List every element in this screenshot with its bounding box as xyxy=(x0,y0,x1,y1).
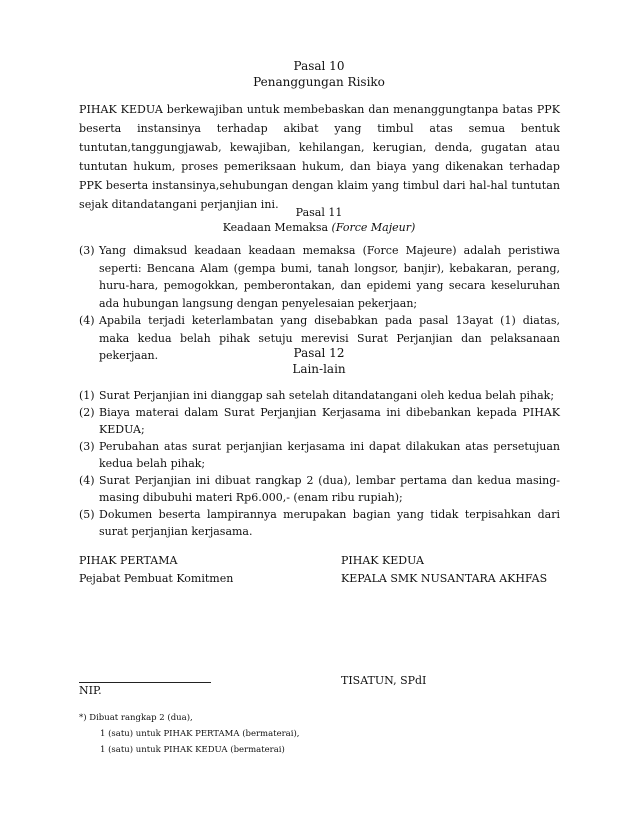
footnote-line-3: 1 (satu) untuk PIHAK KEDUA (bermaterai) xyxy=(100,745,285,755)
list-item-number: (2) xyxy=(79,406,95,419)
list-item-number: (4) xyxy=(79,474,95,487)
list-item-text: Apabila terjadi keterlambatan yang disebabkan pada pasal 13ayat (1) diatas, maka kedua belah pihak setuju merevisi Surat Perjanjian dan pelaksanaan pekerjaan. xyxy=(99,314,560,362)
list-item-text: Surat Perjanjian ini dibuat rangkap 2 (dua), lembar pertama dan kedua masing-masing dibubuhi materi Rp6.000,- (enam ribu rupiah); xyxy=(99,474,560,504)
list-item-text: Yang dimaksud keadaan keadaan memaksa (Force Majeure) adalah peristiwa seperti: Bencana Alam (gempa bumi, tanah longsor, banjir), kebakaran, perang, huru-hara, pemogokkan, pemberontakan, dan epidemi yang secara keseluruhan ada hubungan langsung dengan penyelesaian pekerjaan; xyxy=(99,244,560,310)
pasal-10-subtitle: Penanggungan Risiko xyxy=(253,75,385,89)
right-party-name: TISATUN, SPdI xyxy=(341,674,427,687)
left-party-label: PIHAK PERTAMA xyxy=(79,554,178,567)
list-item xyxy=(79,438,560,472)
pasal-12-list xyxy=(79,387,560,540)
list-item-number: (3) xyxy=(79,244,95,257)
list-item xyxy=(79,404,560,438)
list-item xyxy=(79,506,560,540)
list-item xyxy=(79,387,560,404)
left-party-role: Pejabat Pembuat Komitmen xyxy=(79,572,234,585)
pasal-12-title: Pasal 12 xyxy=(293,346,345,360)
list-item-text: Surat Perjanjian ini dianggap sah setelah ditandatangani oleh kedua belah pihak; xyxy=(99,389,555,402)
list-item-number: (3) xyxy=(79,440,95,453)
list-item-number: (1) xyxy=(79,389,95,402)
list-item-number: (5) xyxy=(79,508,95,521)
pasal-11-subtitle xyxy=(79,220,559,235)
pasal-11-subtitle-italic: (Force Majeur) xyxy=(331,221,416,234)
list-item-number: (4) xyxy=(79,314,95,327)
list-item-text: Perubahan atas surat perjanjian kerjasama ini dapat dilakukan atas persetujuan kedua belah pihak; xyxy=(99,440,560,470)
pasal-11-subtitle-text: Keadaan Memaksa xyxy=(222,221,332,234)
list-item xyxy=(79,242,560,312)
list-item-text: Biaya materai dalam Surat Perjanjian Kerjasama ini dibebankan kepada PIHAK KEDUA; xyxy=(99,406,560,436)
right-party-label: PIHAK KEDUA xyxy=(341,554,424,567)
right-party-role: KEPALA SMK NUSANTARA AKHFAS xyxy=(341,572,548,585)
list-item xyxy=(79,472,560,506)
pasal-10-body: PIHAK KEDUA berkewajiban untuk membebaskan dan menanggungtanpa batas PPK beserta instansinya terhadap akibat yang timbul atas semua bentuk tuntutan,tanggungjawab, kewajiban, kehilangan, kerugian, denda, gugatan atau tuntutan hukum, proses pemeriksaan hukum, dan biaya yang dikenakan terhadap PPK beserta instansinya,sehubungan dengan klaim yang timbul dari hal-hal tuntutan sejak ditandatangani perjanjian ini. xyxy=(79,103,560,211)
pasal-11-title: Pasal 11 xyxy=(295,206,343,219)
pasal-10-title: Pasal 10 xyxy=(293,59,345,73)
footnote-line-2: 1 (satu) untuk PIHAK PERTAMA (bermaterai), xyxy=(100,729,300,739)
footnote-line-1: *) Dibuat rangkap 2 (dua), xyxy=(79,713,193,723)
left-party-nip: NIP. xyxy=(79,684,102,697)
pasal-12-subtitle: Lain-lain xyxy=(292,362,346,376)
list-item-text: Dokumen beserta lampirannya merupakan bagian yang tidak terpisahkan dari surat perjanjian kerjasama. xyxy=(99,508,560,538)
